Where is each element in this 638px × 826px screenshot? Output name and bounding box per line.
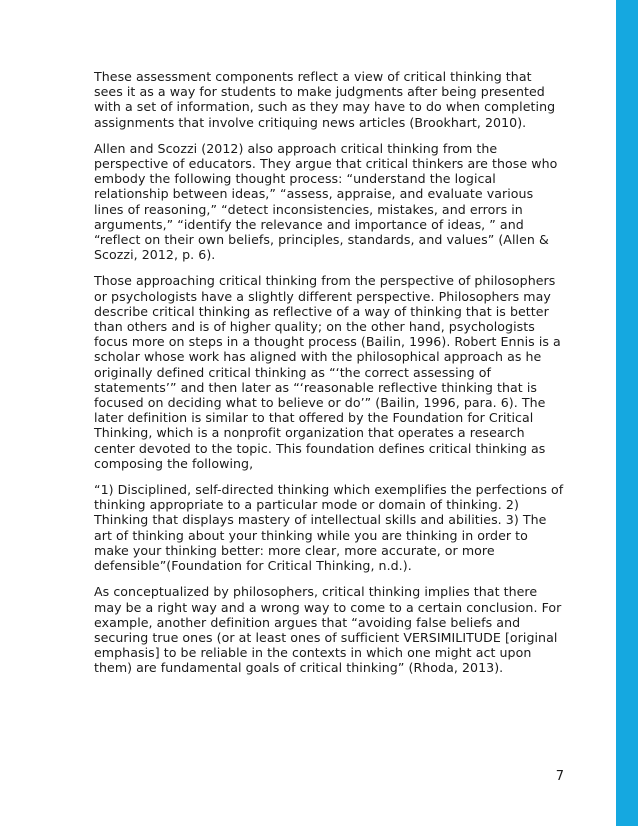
paragraph-foundation-definition-quote: “1) Disciplined, self-directed thinking which exemplifies the perfections of thinking appropriate to a particular mode or domain of thinking. 2) Thinking that displays mastery of intellectual skills and abilities. 3) The art of thinking about your thinking while you are thinking in order to make your thinking better: more clear, more accurate, or more defensible”(Foundation for Critical Thinking, n.d.). [94, 482, 564, 574]
paragraph-philosophers-psychologists: Those approaching critical thinking from the perspective of philosophers or psychologists have a slightly different perspective. Philosophers may describe critical thinking as reflective of a way of thinking that is better than others and is of higher quality; on the other hand, psychologists focus more on steps in a thought process (Bailin, 1996). Robert Ennis is a scholar whose work has aligned with the philosophical approach as he originally defined critical thinking as “‘the correct assessing of statements’” and then later as “‘reasonable reflective thinking that is focused on deciding what to believe or do’” (Bailin, 1996, para. 6). The later definition is similar to that offered by the Foundation for Critical Thinking, which is a nonprofit organization that operates a research center devoted to the topic. This foundation defines critical thinking as composing the following, [94, 273, 561, 471]
paragraph-assessment-components: These assessment components reflect a view of critical thinking that sees it as a way for students to make judgments after being presented with a set of information, such as they may have to do when completing assignments that involve critiquing news articles (Brookhart, 2010). [94, 69, 556, 130]
paragraph-philosophical-conceptualization: As conceptualized by philosophers, critical thinking implies that there may be a right way and a wrong way to come to a certain conclusion. For example, another definition argues that “avoiding false beliefs and securing true ones (or at least ones of sufficient VERSIMILITUDE [original emphasis] to be reliable in the contexts in which one might act upon them) are fundamental goals of critical thinking” (Rhoda, 2013). [94, 584, 562, 676]
page-number: 7 [555, 769, 564, 784]
paragraph-allen-scozzi: Allen and Scozzi (2012) also approach critical thinking from the perspective of educators. They argue that critical thinkers are those who embody the following thought process: “understand the logical relationship between ideas,” “assess, appraise, and evaluate various lines of reasoning,” “detect inconsistencies, mistakes, and errors in arguments,” “identify the relevance and importance of ideas, ” and “reflect on their own beliefs, principles, standards, and values” (Allen & Scozzi, 2012, p. 6). [94, 140, 558, 263]
accent-bar [616, 0, 638, 826]
body-text [94, 69, 564, 687]
